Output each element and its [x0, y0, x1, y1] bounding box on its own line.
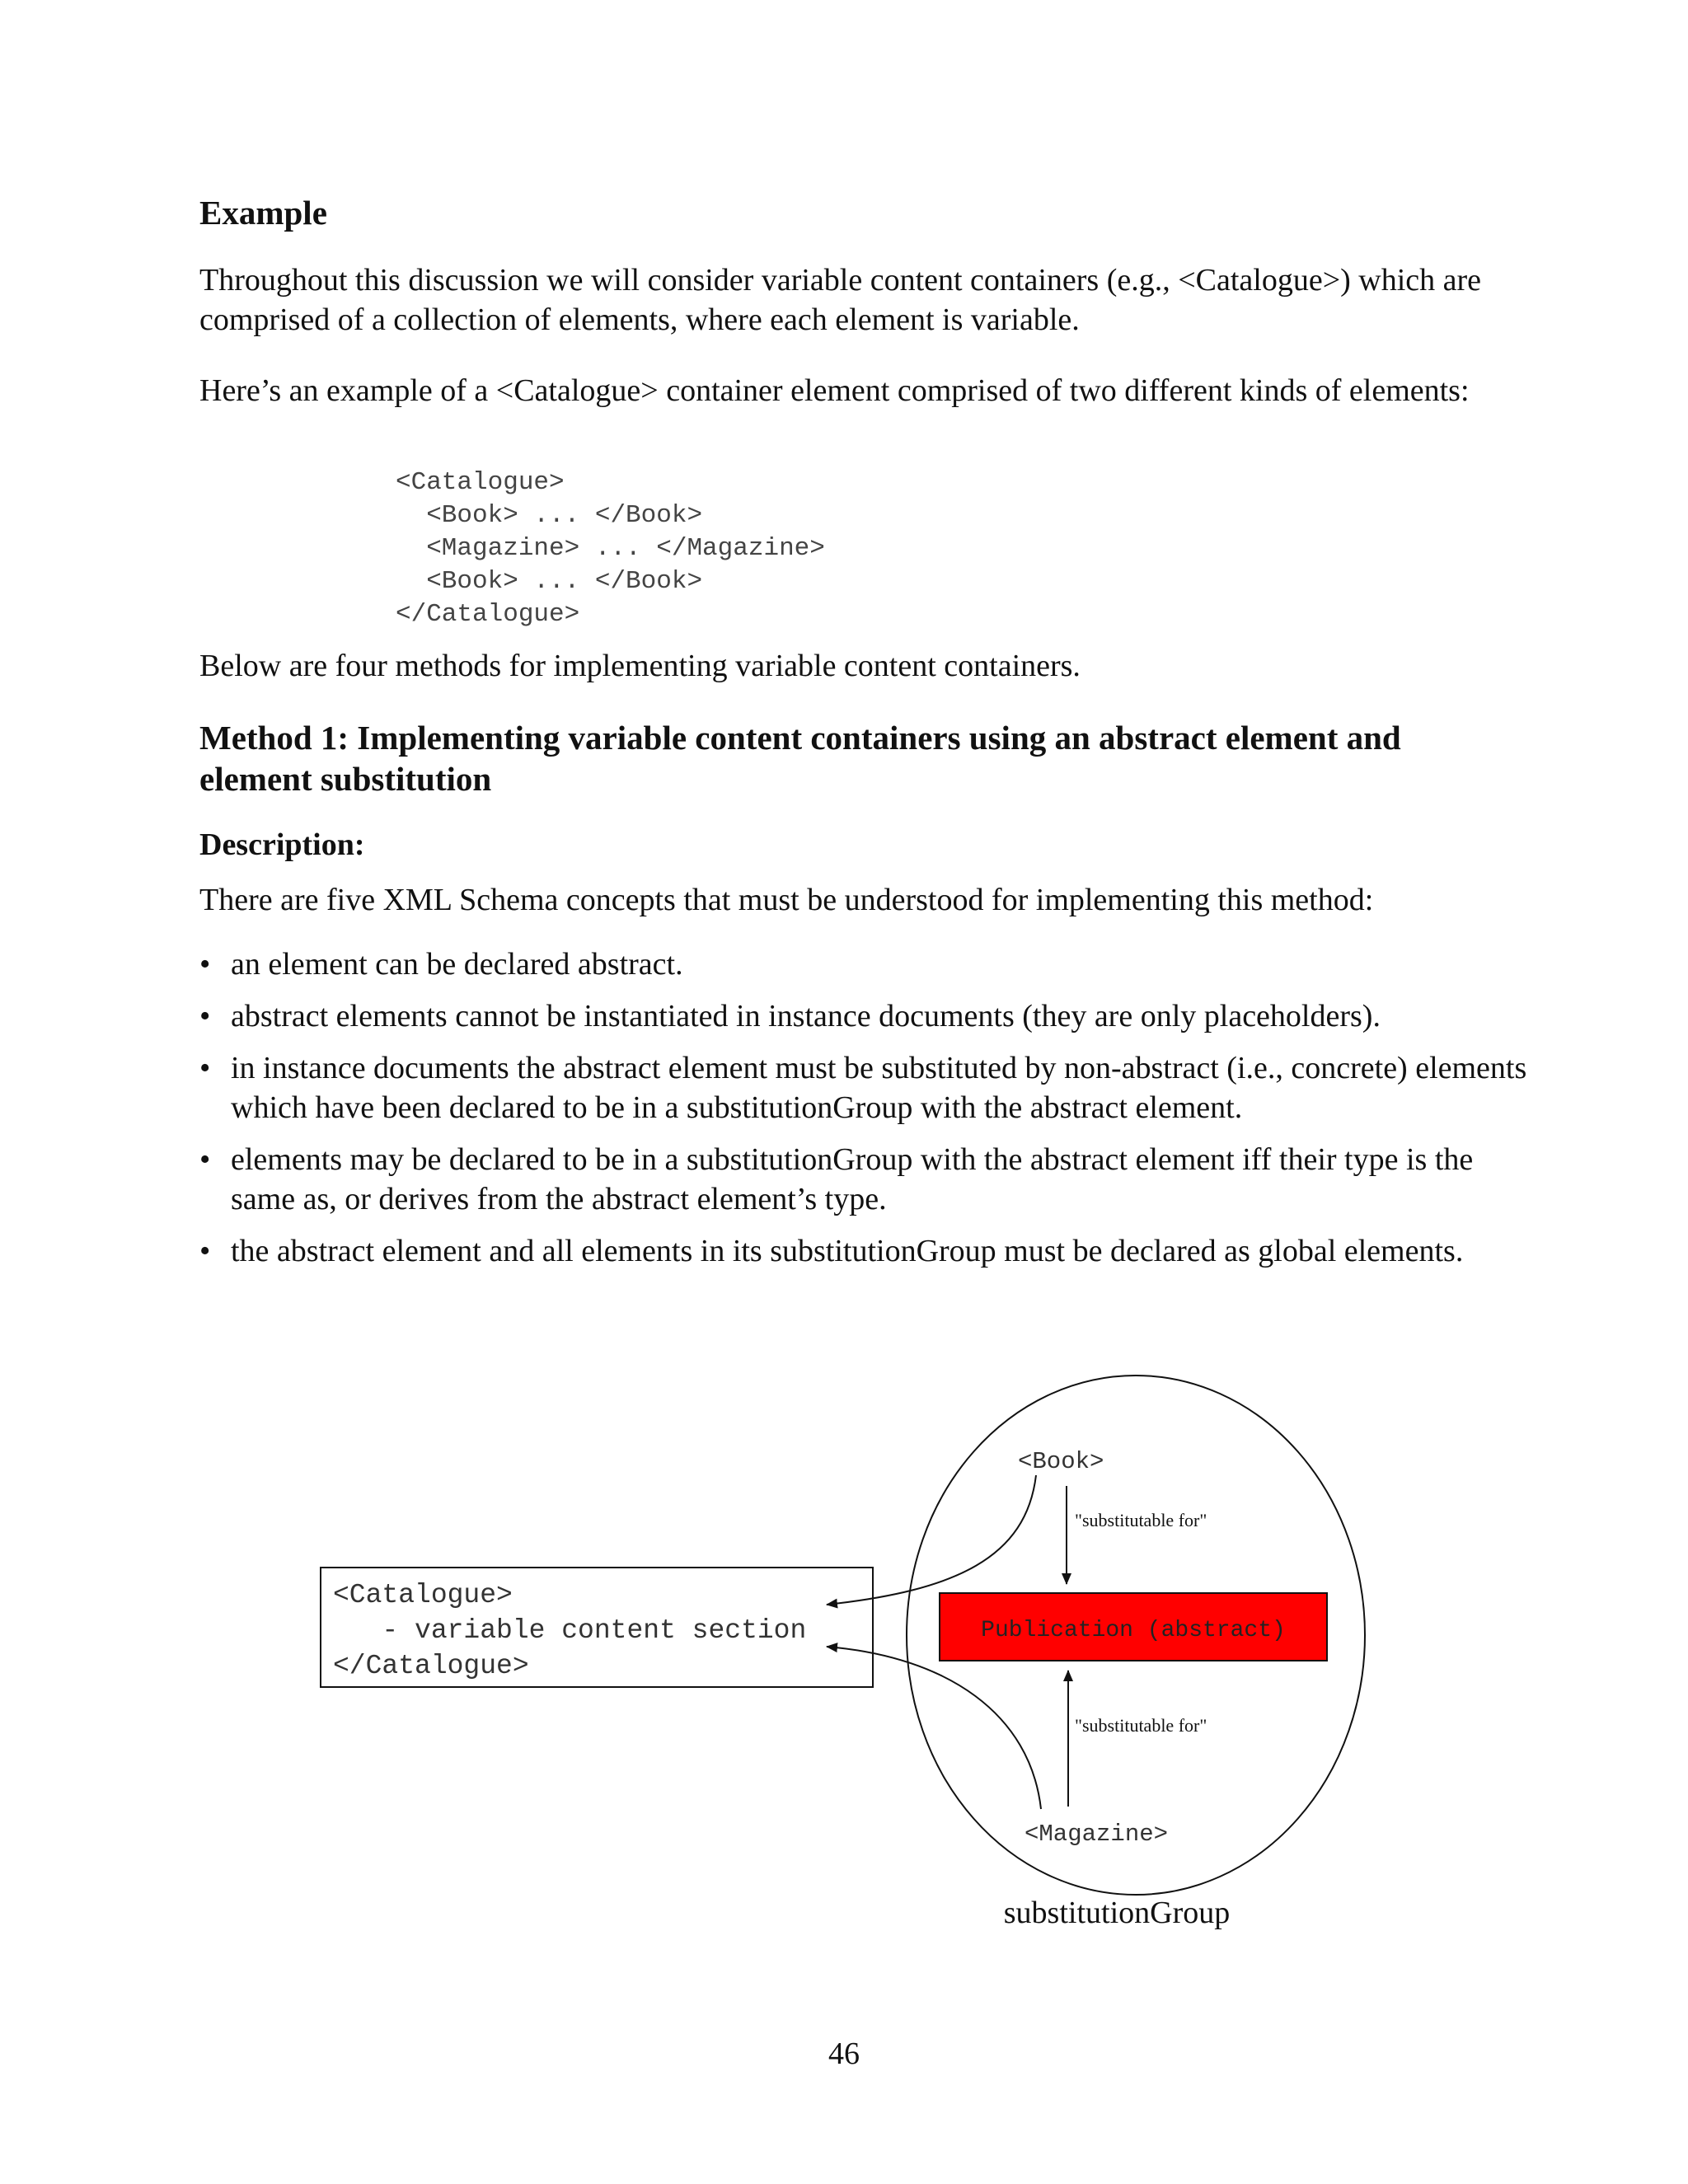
list-item: [199, 1140, 1535, 1219]
substitution-group-label: substitutionGroup: [1003, 1896, 1231, 1930]
example-lead-paragraph: Here’s an example of a <Catalogue> container element comprised of two different kinds of elements:: [199, 373, 1470, 408]
book-label: <Book>: [1018, 1448, 1104, 1475]
description-heading: Description:: [199, 827, 365, 862]
page-number: 46: [828, 2036, 860, 2071]
catalogue-box-open-tag: <Catalogue>: [333, 1580, 513, 1610]
intro-paragraph: Throughout this discussion we will consider variable content containers (e.g., <Catalogue>) which are comprised of a collection of elements, where each element is variable.: [199, 263, 1482, 337]
substitutable-for-bottom-label: "substitutable for": [1075, 1715, 1207, 1736]
publication-abstract-label: Publication (abstract): [981, 1618, 1286, 1643]
bullet-icon: •: [199, 947, 211, 982]
list-item-text: abstract elements cannot be instantiated in instance documents (they are only placeholders).: [231, 999, 1381, 1033]
list-item-text: in instance documents the abstract element must be substituted by non-abstract (i.e., concrete) elements which have been declared to be in a substitutionGroup with the abstract element.: [231, 1051, 1527, 1125]
magazine-label: <Magazine>: [1025, 1821, 1169, 1848]
catalogue-box-close-tag: </Catalogue>: [333, 1651, 529, 1681]
catalogue-code-example: <Catalogue> <Book> ... </Book> <Magazine> ... </Magazine> <Book> ... </Book> </Catalogue>: [396, 468, 825, 629]
list-item: [199, 996, 1535, 1036]
bullet-icon: •: [199, 999, 211, 1033]
bullet-icon: •: [199, 1234, 211, 1268]
bullet-icon: •: [199, 1051, 211, 1085]
example-heading: Example: [199, 194, 327, 232]
list-item: [199, 1231, 1535, 1271]
list-item-text: the abstract element and all elements in its substitutionGroup must be declared as global elements.: [231, 1234, 1464, 1268]
list-item-text: an element can be declared abstract.: [231, 947, 683, 982]
bullet-icon: •: [199, 1142, 211, 1177]
concepts-list: [199, 944, 1535, 1283]
list-item: [199, 944, 1535, 984]
methods-intro-paragraph: Below are four methods for implementing variable content containers.: [199, 649, 1081, 683]
substitutable-for-top-label: "substitutable for": [1075, 1510, 1207, 1530]
concepts-intro-paragraph: There are five XML Schema concepts that must be understood for implementing this method:: [199, 883, 1374, 917]
list-item-text: elements may be declared to be in a substitutionGroup with the abstract element iff their type is the same as, or derives from the abstract element’s type.: [231, 1142, 1474, 1216]
method1-heading: Method 1: Implementing variable content containers using an abstract element and element substitution: [199, 719, 1401, 798]
list-item: [199, 1048, 1535, 1127]
catalogue-box-variable-section: - variable content section: [333, 1615, 807, 1646]
